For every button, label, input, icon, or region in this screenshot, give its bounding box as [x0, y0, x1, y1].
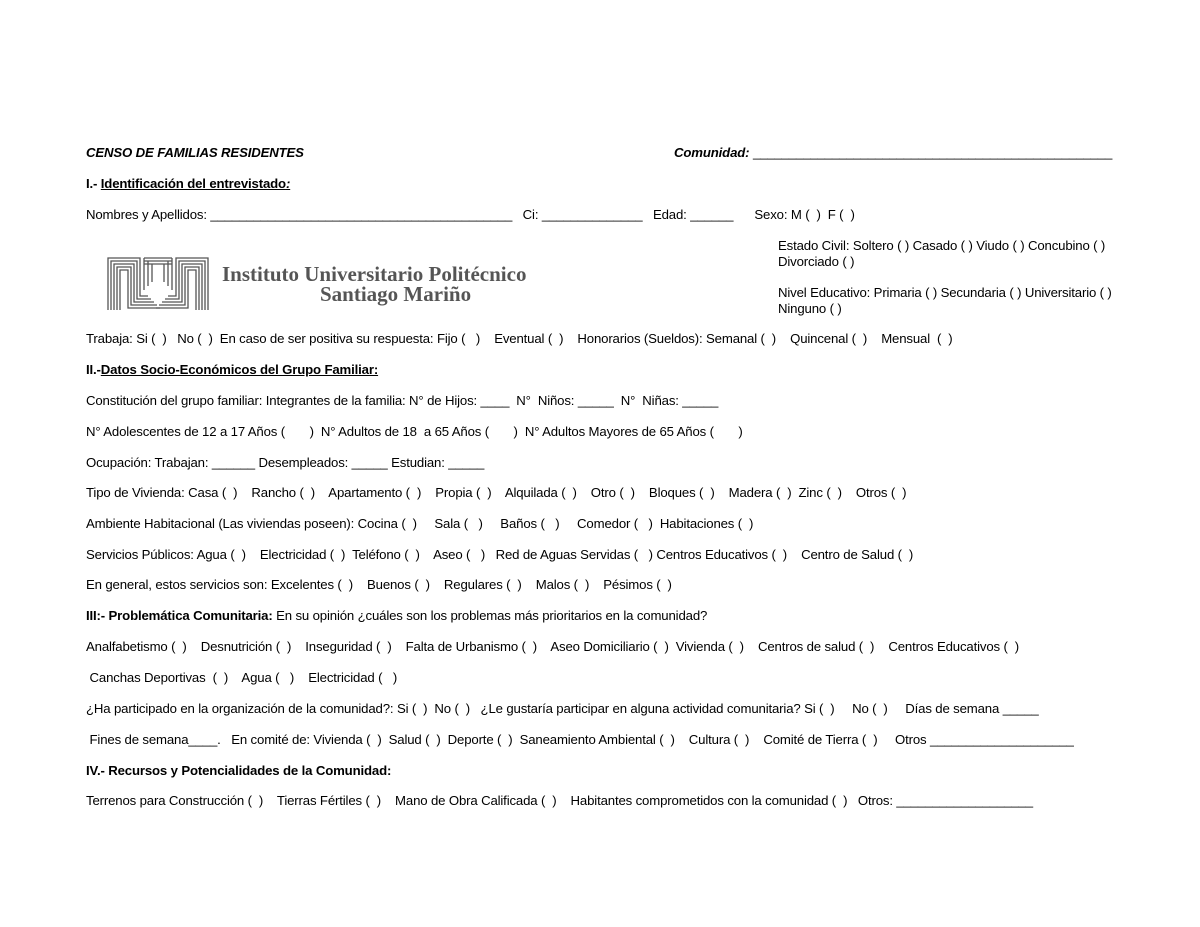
form-title: CENSO DE FAMILIAS RESIDENTES — [86, 145, 304, 160]
institute-logo — [106, 256, 626, 314]
nivel-educativo-line: Nivel Educativo: Primaria ( ) Secundaria ( ) Universitario ( ) Ninguno ( ) — [778, 285, 1112, 316]
section-4-heading: IV.- Recursos y Potencialidades de la Comunidad: — [86, 763, 392, 778]
section-2-heading — [86, 362, 378, 378]
constitucion-line: Constitución del grupo familiar: Integrantes de la familia: N° de Hijos: ____ N° Niños: _____ N° Niñas: _____ — [86, 393, 719, 408]
recursos-line: Terrenos para Construcción ( ) Tierras Fértiles ( ) Mano de Obra Calificada ( ) Habitantes comprometidos con la comunidad ( ) Otros: ___________________ — [86, 793, 1033, 808]
adolescentes-line: N° Adolescentes de 12 a 17 Años ( ) N° Adultos de 18 a 65 Años ( ) N° Adultos Mayores de 65 Años ( ) — [86, 424, 743, 439]
fines-line: Fines de semana____. En comité de: Vivienda ( ) Salud ( ) Deporte ( ) Saneamiento Ambiental ( ) Cultura ( ) Comité de Tierra ( ) Otros ____________________ — [86, 732, 1074, 747]
servicios-line: Servicios Públicos: Agua ( ) Electricidad ( ) Teléfono ( ) Aseo ( ) Red de Aguas Servidas ( ) Centros Educativos ( ) Centro de Salud ( ) — [86, 547, 914, 562]
problemas-line-1: Analfabetismo ( ) Desnutrición ( ) Inseguridad ( ) Falta de Urbanismo ( ) Aseo Domiciliario ( ) Vivienda ( ) Centros de salud ( ) Centros Educativos ( ) — [86, 639, 1020, 654]
problemas-line-2: Canchas Deportivas ( ) Agua ( ) Electricidad ( ) — [86, 670, 398, 685]
section-1-colon: : — [285, 176, 291, 191]
section-1-prefix: I.- — [86, 176, 101, 191]
comunidad-label: Comunidad: — [674, 145, 750, 160]
logo-line-2: Santiago Mariño — [320, 282, 472, 306]
comunidad-field — [674, 145, 1112, 161]
comunidad-blank: __________________________________________________ — [752, 145, 1113, 160]
institute-emblem-icon — [106, 256, 210, 312]
section-3-question: En su opinión ¿cuáles son los problemas más prioritarios en la comunidad? — [272, 608, 708, 623]
trabaja-line: Trabaja: Si ( ) No ( ) En caso de ser positiva su respuesta: Fijo ( ) Eventual ( ) Honorarios (Sueldos): Semanal ( ) Quincenal ( ) Mensual ( ) — [86, 331, 953, 346]
section-3-title: III:- Problemática Comunitaria: — [86, 608, 273, 623]
nombres-line: Nombres y Apellidos: __________________________________________ Ci: ______________ Edad: ______ Sexo: M ( ) F ( ) — [86, 207, 855, 222]
section-1-title: Identificación del entrevistado — [100, 176, 286, 191]
vivienda-line: Tipo de Vivienda: Casa ( ) Rancho ( ) Apartamento ( ) Propia ( ) Alquilada ( ) Otro ( ) Bloques ( ) Madera ( ) Zinc ( ) Otros ( ) — [86, 485, 907, 500]
section-2-prefix: II.- — [86, 362, 101, 377]
section-2-title: Datos Socio-Económicos del Grupo Familiar: — [100, 362, 379, 377]
section-3-heading — [86, 608, 707, 624]
ocupacion-line: Ocupación: Trabajan: ______ Desempleados: _____ Estudian: _____ — [86, 455, 485, 470]
ambiente-line: Ambiente Habitacional (Las viviendas poseen): Cocina ( ) Sala ( ) Baños ( ) Comedor ( ) Habitaciones ( ) — [86, 516, 754, 531]
participado-line: ¿Ha participado en la organización de la comunidad?: Si ( ) No ( ) ¿Le gustaría participar en alguna actividad comunitaria? Si ( ) No ( ) Días de semana _____ — [86, 701, 1039, 716]
section-1-heading — [86, 176, 290, 192]
logo-line-1: Instituto Universitario Politécnico — [222, 262, 527, 286]
general-line: En general, estos servicios son: Excelentes ( ) Buenos ( ) Regulares ( ) Malos ( ) Pésimos ( ) — [86, 577, 672, 592]
estado-civil-line: Estado Civil: Soltero ( ) Casado ( ) Viudo ( ) Concubino ( ) Divorciado ( ) — [778, 238, 1106, 269]
